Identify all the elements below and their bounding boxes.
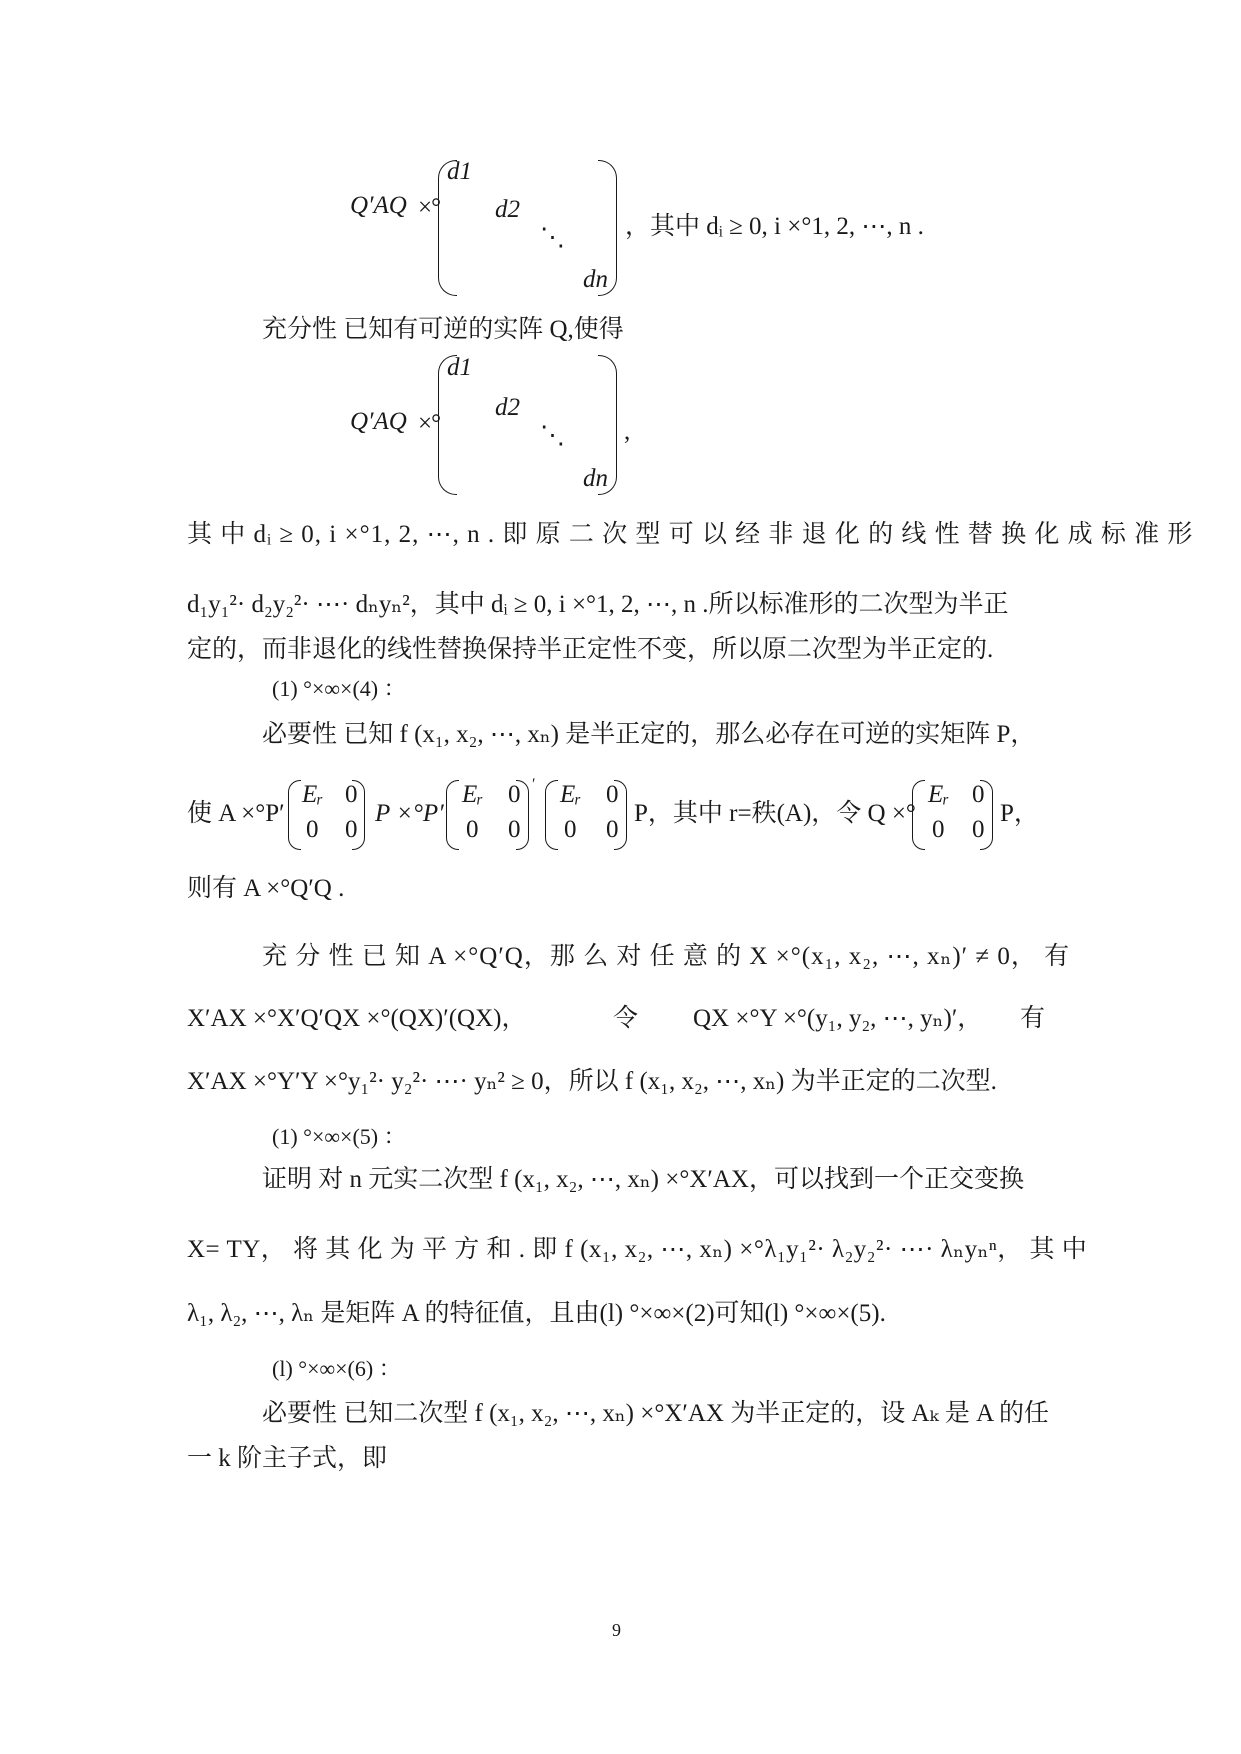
garbled-equals: ×°	[418, 194, 441, 221]
text-line: X′AX ×°Y′Y ×°y₁²· y₂²· ⋯· yₙ² ≥ 0，所以 f (x₁, x₂, ⋯, xₙ) 为半正定的二次型.	[187, 1068, 997, 1095]
seg: QX ×°Y ×°(y₁, y₂, ⋯, yₙ)′，	[693, 1005, 983, 1032]
mat-zero: 0	[564, 816, 577, 843]
mat-er: Eᵣ	[928, 781, 950, 808]
mat-er: Eᵣ	[462, 781, 484, 808]
mat-er: Eᵣ	[560, 781, 582, 808]
right-paren	[614, 780, 627, 850]
mat-zero: 0	[466, 816, 479, 843]
diag-entry: dn	[583, 266, 608, 293]
text-line: 其 中 dᵢ ≥ 0, i ×°1, 2, ⋯, n . 即 原 二 次 型 可 以 经 非 退 化 的 线 性 替 换 化 成 标 准 形	[187, 521, 1194, 548]
mat-zero: 0	[345, 781, 358, 808]
diag-entry: ⋱	[540, 422, 565, 449]
mat-zero: 0	[306, 816, 319, 843]
mat-zero: 0	[606, 816, 619, 843]
text-line: 定的，而非退化的线性替换保持半正定性不变，所以原二次型为半正定的.	[187, 636, 994, 663]
section-heading: (1) °×∞×(5) ：	[272, 1124, 406, 1149]
left-paren	[912, 780, 925, 850]
mat-end: P，	[1000, 800, 1039, 827]
matrix-trail: ,	[624, 418, 631, 445]
matrix-trail: ，其中 dᵢ ≥ 0, i ×°1, 2, ⋯, n .	[625, 213, 924, 240]
right-paren	[352, 780, 365, 850]
mat-zero: 0	[606, 781, 619, 808]
text-line: 必要性 已知二次型 f (x₁, x₂, ⋯, xₙ) ×°X′AX 为半正定的，设 Aₖ 是 A 的任	[262, 1400, 1050, 1427]
diag-entry: d2	[495, 394, 520, 421]
page-number: 9	[612, 1620, 621, 1640]
mat-zero: 0	[972, 816, 985, 843]
seg: 令	[613, 1005, 639, 1032]
mat-zero: 0	[345, 816, 358, 843]
section-heading: (l) °×∞×(6) ：	[272, 1356, 401, 1381]
diag-entry: d2	[495, 196, 520, 223]
mat-zero: 0	[508, 781, 521, 808]
mat-zero: 0	[932, 816, 945, 843]
text-line-justified	[187, 1002, 1067, 1036]
mat-mid1: P ×°P′	[375, 800, 444, 827]
diag-entry: d1	[447, 158, 472, 185]
matrix-lhs: Q′AQ	[350, 192, 407, 219]
diag-entry: ⋱	[540, 224, 565, 251]
section-heading: (1) °×∞×(4) ：	[272, 676, 406, 701]
mat-start: 使 A ×°P′	[187, 800, 285, 827]
left-paren	[545, 780, 558, 850]
diag-entry: d1	[447, 354, 472, 381]
seg: X′AX ×°X′Q′QX ×°(QX)′(QX)，	[187, 1005, 527, 1032]
garbled-equals: ×°	[418, 410, 441, 437]
right-paren	[598, 160, 617, 296]
seg: 有	[1020, 1005, 1046, 1032]
left-paren	[288, 780, 301, 850]
mat-prime: ′	[532, 776, 536, 793]
mat-zero: 0	[508, 816, 521, 843]
mat-er: Eᵣ	[302, 781, 324, 808]
mat-zero: 0	[972, 781, 985, 808]
text-line: 证明 对 n 元实二次型 f (x₁, x₂, ⋯, xₙ) ×°X′AX，可以找到一个正交变换	[262, 1166, 1024, 1193]
text-line: λ₁, λ₂, ⋯, λₙ 是矩阵 A 的特征值，且由(l) °×∞×(2)可知(l) °×∞×(5).	[187, 1300, 886, 1327]
right-paren	[598, 355, 617, 495]
text-line: X= TY， 将 其 化 为 平 方 和 . 即 f (x₁, x₂, ⋯, xₙ) ×°λ₁y₁²· λ₂y₂²· ⋯· λₙyₙⁿ， 其 中	[187, 1236, 1088, 1263]
diag-entry: dn	[583, 465, 608, 492]
right-paren	[980, 780, 993, 850]
right-paren	[516, 780, 529, 850]
mat-mid2: P，其中 r=秩(A)，令 Q ×°	[634, 800, 916, 827]
matrix-lhs: Q′AQ	[350, 408, 407, 435]
text-line: 必要性 已知 f (x₁, x₂, ⋯, xₙ) 是半正定的，那么必存在可逆的实矩阵 P，	[262, 721, 1036, 748]
text-line: d₁y₁²· d₂y₂²· ⋯· dₙyₙ²，其中 dᵢ ≥ 0, i ×°1, 2, ⋯, n .所以标准形的二次型为半正	[187, 591, 1009, 618]
left-paren	[446, 780, 459, 850]
text-line: 一 k 阶主子式，即	[187, 1445, 388, 1472]
text-line: 充 分 性 已 知 A ×°Q′Q，那 么 对 任 意 的 X ×°(x₁, x₂, ⋯, xₙ)′ ≠ 0， 有	[262, 943, 1071, 970]
text-line: 充分性 已知有可逆的实阵 Q,使得	[262, 316, 624, 343]
text-line: 则有 A ×°Q′Q .	[187, 875, 345, 902]
